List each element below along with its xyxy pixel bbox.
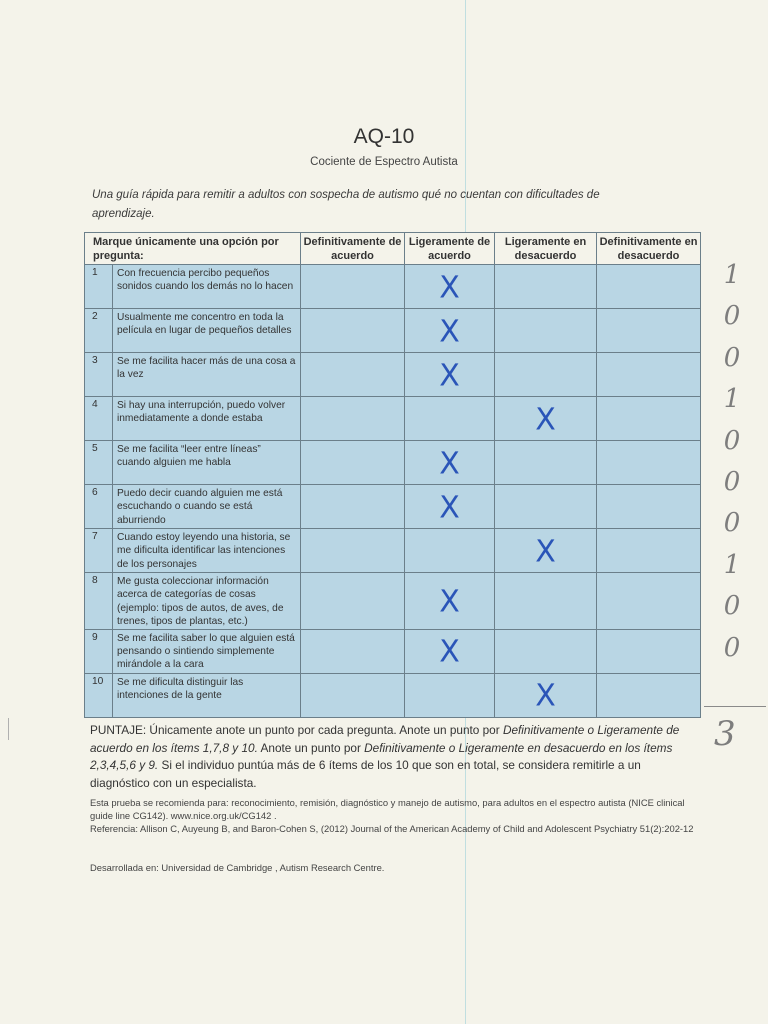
answer-cell-slightly-disagree[interactable] <box>495 529 597 573</box>
table-row <box>85 265 701 309</box>
table-row <box>85 309 701 353</box>
scoring-text-2-italic: Definitivamente o Ligeramente en desacuerdo en los ítems 2,3,4,5,6 y 9. <box>90 740 673 772</box>
question-number: 8 <box>85 573 113 630</box>
answer-cell-definitely-agree[interactable] <box>301 673 405 717</box>
scoring-text-2: Anote un punto por <box>257 740 365 755</box>
answer-cell-definitely-disagree[interactable] <box>597 441 701 485</box>
answer-cell-definitely-disagree[interactable] <box>597 529 701 573</box>
recommendation-block <box>90 796 696 836</box>
developed-by: Desarrollada en: Universidad de Cambridge , Autism Research Centre. <box>90 862 385 873</box>
answer-cell-definitely-agree[interactable] <box>301 397 405 441</box>
reference-text: Referencia: Allison C, Auyeung B, and Baron-Cohen S, (2012) Journal of the American Academy of Child and Adolescent Psychiatry 51(2):202-12 <box>90 823 694 835</box>
answer-cell-definitely-agree[interactable] <box>301 265 405 309</box>
answer-cell-slightly-disagree[interactable] <box>495 673 597 717</box>
handwritten-score: 0 <box>723 632 741 663</box>
answer-cell-slightly-agree[interactable] <box>405 441 495 485</box>
question-text: Se me facilita hacer más de una cosa a la vez <box>113 353 301 397</box>
answer-cell-slightly-agree[interactable] <box>405 573 495 630</box>
handwritten-score: 0 <box>723 467 741 497</box>
question-number: 9 <box>85 629 113 673</box>
answer-cell-slightly-agree[interactable] <box>405 353 495 397</box>
answer-cell-definitely-disagree[interactable] <box>597 265 701 309</box>
handwritten-score: 0 <box>723 508 741 539</box>
handwritten-x-mark: X <box>439 358 460 393</box>
handwritten-score: 0 <box>723 301 741 332</box>
questionnaire-table <box>84 232 701 718</box>
answer-cell-definitely-agree[interactable] <box>301 629 405 673</box>
handwritten-score: 0 <box>723 342 741 373</box>
answer-cell-slightly-agree[interactable] <box>405 397 495 441</box>
question-number: 2 <box>85 309 113 353</box>
question-text: Se me dificulta distinguir las intenciones de la gente <box>113 673 301 717</box>
table-row <box>85 353 701 397</box>
table-row <box>85 629 701 673</box>
table-row <box>85 397 701 441</box>
answer-cell-definitely-disagree[interactable] <box>597 573 701 630</box>
answer-cell-slightly-disagree[interactable] <box>495 441 597 485</box>
answer-cell-slightly-disagree[interactable] <box>495 265 597 309</box>
handwritten-x-mark: X <box>439 490 460 525</box>
scoring-text-1: PUNTAJE: Únicamente anote un punto por cada pregunta. Anote un punto por <box>90 723 503 737</box>
question-text: Con frecuencia percibo pequeños sonidos cuando los demás no lo hacen <box>113 265 301 309</box>
page-subtitle: Cociente de Espectro Autista <box>310 156 458 168</box>
answer-cell-slightly-disagree[interactable] <box>495 309 597 353</box>
recommendation-text: Esta prueba se recomienda para: reconocimiento, remisión, diagnóstico y manejo de autismo, para adultos en el espectro autista (NICE clinical guide line CG142). www.nice.org.uk/CG142 . <box>90 797 685 822</box>
header-definitely-agree: Definitivamente de acuerdo <box>301 233 405 265</box>
handwritten-x-mark: X <box>535 678 556 714</box>
margin-mark <box>8 718 9 740</box>
question-text: Usualmente me concentro en toda la película en lugar de pequeños detalles <box>113 309 301 353</box>
answer-cell-definitely-disagree[interactable] <box>597 397 701 441</box>
answer-cell-slightly-agree[interactable] <box>405 485 495 529</box>
handwritten-x-mark: X <box>439 270 460 305</box>
total-underline <box>704 706 766 707</box>
answer-cell-slightly-disagree[interactable] <box>495 397 597 441</box>
answer-cell-definitely-agree[interactable] <box>301 485 405 529</box>
question-number: 1 <box>85 265 113 309</box>
header-slightly-disagree: Ligeramente en desacuerdo <box>495 233 597 265</box>
question-text: Cuando estoy leyendo una historia, se me dificulta identificar las intenciones de los personajes <box>113 529 301 573</box>
handwritten-x-mark: X <box>439 584 460 620</box>
answer-cell-slightly-agree[interactable] <box>405 629 495 673</box>
question-text: Si hay una interrupción, puedo volver inmediatamente a donde estaba <box>113 397 301 441</box>
question-number: 10 <box>85 673 113 717</box>
question-text: Me gusta coleccionar información acerca de categorías de cosas (ejemplo: tipos de autos, de aves, de trenes, tipos de plantas, etc.) <box>113 573 301 630</box>
handwritten-x-mark: X <box>535 402 556 437</box>
answer-cell-definitely-agree[interactable] <box>301 309 405 353</box>
answer-cell-slightly-agree[interactable] <box>405 673 495 717</box>
question-number: 7 <box>85 529 113 573</box>
question-text: Se me facilita “leer entre líneas” cuando alguien me habla <box>113 441 301 485</box>
answer-cell-slightly-disagree[interactable] <box>495 485 597 529</box>
handwritten-x-mark: X <box>439 634 460 670</box>
handwritten-x-mark: X <box>439 446 460 481</box>
handwritten-score: 1 <box>723 384 741 415</box>
header-slightly-agree: Ligeramente de acuerdo <box>405 233 495 265</box>
table-row <box>85 485 701 529</box>
answer-cell-definitely-agree[interactable] <box>301 529 405 573</box>
table-row <box>85 673 701 717</box>
question-text: Puedo decir cuando alguien me está escuchando o cuando se está aburriendo <box>113 485 301 529</box>
answer-cell-slightly-agree[interactable] <box>405 529 495 573</box>
handwritten-total: 3 <box>714 714 736 754</box>
table-header-row <box>85 233 701 265</box>
scoring-text-3: Si el individuo puntúa más de 6 ítems de los 10 que son en total, se considera remitirle a un diagnóstico con un especialista. <box>90 758 641 790</box>
header-question: Marque únicamente una opción por pregunta: <box>85 233 301 265</box>
question-text: Se me facilita saber lo que alguien está pensando o sintiendo simplemente mirándole a la cara <box>113 629 301 673</box>
page-title: AQ-10 <box>353 125 415 148</box>
answer-cell-definitely-disagree[interactable] <box>597 673 701 717</box>
handwritten-score: 0 <box>723 425 741 456</box>
answer-cell-definitely-agree[interactable] <box>301 441 405 485</box>
handwritten-score: 1 <box>723 260 741 290</box>
question-number: 6 <box>85 485 113 529</box>
answer-cell-definitely-disagree[interactable] <box>597 629 701 673</box>
table-row <box>85 529 701 573</box>
header-definitely-disagree: Definitivamente en desacuerdo <box>597 233 701 265</box>
scoring-text-1-italic: Definitivamente o Ligeramente de acuerdo en los ítems 1,7,8 y 10. <box>90 723 680 755</box>
handwritten-x-mark: X <box>439 314 460 349</box>
intro-text: Una guía rápida para remitir a adultos con sospecha de autismo qué no cuentan con dificultades de aprendizaje. <box>92 189 600 220</box>
answer-cell-definitely-agree[interactable] <box>301 353 405 397</box>
table-row <box>85 573 701 630</box>
answer-cell-slightly-disagree[interactable] <box>495 629 597 673</box>
question-number: 4 <box>85 397 113 441</box>
handwritten-x-mark: X <box>535 534 556 569</box>
answer-cell-slightly-agree[interactable] <box>405 265 495 309</box>
handwritten-score: 0 <box>723 591 741 622</box>
answer-cell-definitely-disagree[interactable] <box>597 309 701 353</box>
question-number: 3 <box>85 353 113 397</box>
answer-cell-definitely-disagree[interactable] <box>597 485 701 529</box>
answer-cell-slightly-disagree[interactable] <box>495 573 597 630</box>
answer-cell-slightly-disagree[interactable] <box>495 353 597 397</box>
table-row <box>85 441 701 485</box>
answer-cell-definitely-agree[interactable] <box>301 573 405 630</box>
scoring-instructions <box>90 722 696 792</box>
handwritten-score: 1 <box>723 549 741 580</box>
answer-cell-slightly-agree[interactable] <box>405 309 495 353</box>
answer-cell-definitely-disagree[interactable] <box>597 353 701 397</box>
question-number: 5 <box>85 441 113 485</box>
